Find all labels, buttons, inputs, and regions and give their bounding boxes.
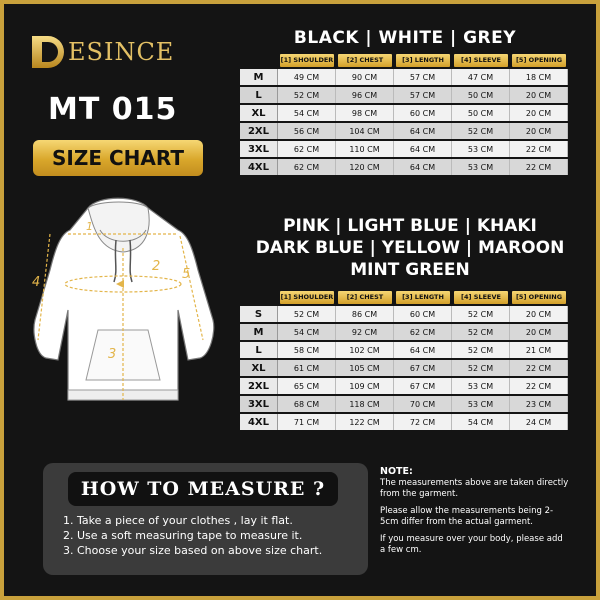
table-row [240,306,568,322]
table-cell: 52 CM [452,306,510,322]
header-length: [3] LENGTH [396,54,450,67]
table-cell: 67 CM [394,378,452,394]
table-cell: 61 CM [278,360,336,376]
table-cell: 20 CM [510,105,568,121]
size-label: M [240,324,278,340]
table-cell: 20 CM [510,87,568,103]
table-cell: 52 CM [452,342,510,358]
table-cell: 60 CM [394,105,452,121]
table-cell: 52 CM [278,306,336,322]
note-paragraph: If you measure over your body, please add a few cm. [380,534,563,555]
table-cell: 20 CM [510,123,568,139]
header-shoulder: [1] SHOULDER [280,54,334,67]
table-cell: 110 CM [336,141,394,157]
hoodie-label-2: 2 [152,259,161,274]
size-label: 2XL [240,123,278,139]
table-row [240,360,568,376]
table-row [240,159,568,175]
table-cell: 23 CM [510,396,568,412]
table-cell: 118 CM [336,396,394,412]
how-to-measure-steps [63,513,363,558]
measure-step: 1. Take a piece of your clothes , lay it flat. [63,514,293,527]
table-cell: 20 CM [510,324,568,340]
table-cell: 57 CM [394,69,452,85]
header-sleeve: [4] SLEEVE [454,291,508,304]
color-group-2-heading [240,215,580,281]
table-cell: 105 CM [336,360,394,376]
table-cell: 54 CM [278,324,336,340]
size-label: S [240,306,278,322]
header-chest: [2] CHEST [338,291,392,304]
brand-name: ESINCE [68,38,175,66]
brand-mark-icon [32,32,66,72]
table-row [240,141,568,157]
table-cell: 62 CM [394,324,452,340]
table-cell: 64 CM [394,342,452,358]
table-cell: 64 CM [394,141,452,157]
table-cell: 53 CM [452,141,510,157]
table-row [240,87,568,103]
size-label: 2XL [240,378,278,394]
table-cell: 65 CM [278,378,336,394]
table-row [240,324,568,340]
table-row [240,123,568,139]
table-cell: 58 CM [278,342,336,358]
table-row [240,414,568,430]
table-cell: 72 CM [394,414,452,430]
note-title: NOTE: [380,466,413,477]
brand-logo [32,30,202,74]
table-row [240,105,568,121]
table-cell: 122 CM [336,414,394,430]
size-label: XL [240,360,278,376]
note-paragraph: The measurements above are taken directly from the garment. [380,478,569,499]
table-cell: 52 CM [452,360,510,376]
table-cell: 53 CM [452,396,510,412]
size-table-1 [240,52,568,177]
table-cell: 98 CM [336,105,394,121]
hoodie-illustration [28,190,228,410]
header-chest: [2] CHEST [338,54,392,67]
table-cell: 102 CM [336,342,394,358]
hoodie-label-1: 1 [86,220,93,233]
table-cell: 22 CM [510,141,568,157]
size-label: 3XL [240,141,278,157]
size-label: XL [240,105,278,121]
table-cell: 47 CM [452,69,510,85]
table-cell: 62 CM [278,141,336,157]
header-opening: [5] OPENING [512,291,566,304]
table-cell: 62 CM [278,159,336,175]
table-cell: 52 CM [452,123,510,139]
table-cell: 71 CM [278,414,336,430]
table-cell: 53 CM [452,159,510,175]
table-cell: 22 CM [510,378,568,394]
table-row [240,378,568,394]
header-length: [3] LENGTH [396,291,450,304]
color-group-2-line-2: DARK BLUE | YELLOW | MAROON [255,238,565,258]
size-label: 4XL [240,414,278,430]
table-cell: 49 CM [278,69,336,85]
table-cell: 50 CM [452,105,510,121]
table-cell: 90 CM [336,69,394,85]
hoodie-label-4: 4 [32,275,41,290]
size-label: 3XL [240,396,278,412]
table-cell: 86 CM [336,306,394,322]
table-cell: 22 CM [510,360,568,376]
hoodie-label-5: 5 [182,267,191,282]
color-group-1-heading: BLACK | WHITE | GREY [293,28,517,48]
size-label: M [240,69,278,85]
table-cell: 120 CM [336,159,394,175]
table-cell: 24 CM [510,414,568,430]
table-cell: 50 CM [452,87,510,103]
table-cell: 68 CM [278,396,336,412]
table-cell: 54 CM [452,414,510,430]
table-cell: 64 CM [394,123,452,139]
how-to-measure-title: HOW TO MEASURE ? [68,472,338,506]
table-cell: 96 CM [336,87,394,103]
table-cell: 64 CM [394,159,452,175]
table-cell: 70 CM [394,396,452,412]
table-cell: 20 CM [510,306,568,322]
table-row [240,396,568,412]
table-cell: 52 CM [278,87,336,103]
size-label: 4XL [240,159,278,175]
table-row [240,69,568,85]
table-cell: 54 CM [278,105,336,121]
table-cell: 109 CM [336,378,394,394]
header-shoulder: [1] SHOULDER [280,291,334,304]
measure-step: 2. Use a soft measuring tape to measure it. [63,529,303,542]
header-sleeve: [4] SLEEVE [454,54,508,67]
measure-step: 3. Choose your size based on above size chart. [63,544,323,557]
size-table-2 [240,289,568,432]
table-cell: 56 CM [278,123,336,139]
note-paragraph: Please allow the measurements being 2-5cm differ from the actual garment. [380,506,554,527]
table-row [240,342,568,358]
size-label: L [240,87,278,103]
hoodie-label-3: 3 [108,347,117,362]
table-cell: 21 CM [510,342,568,358]
table-cell: 22 CM [510,159,568,175]
table-cell: 67 CM [394,360,452,376]
header-opening: [5] OPENING [512,54,566,67]
note-section [380,466,570,562]
color-group-2-line-3: MINT GREEN [350,260,470,280]
size-chart-badge: SIZE CHART [33,140,203,176]
table-cell: 92 CM [336,324,394,340]
table-cell: 18 CM [510,69,568,85]
table-cell: 52 CM [452,324,510,340]
table-cell: 60 CM [394,306,452,322]
table-cell: 53 CM [452,378,510,394]
model-number: MT 015 [48,92,178,127]
size-label: L [240,342,278,358]
table-cell: 104 CM [336,123,394,139]
color-group-2-line-1: PINK | LIGHT BLUE | KHAKI [283,216,537,236]
table-cell: 57 CM [394,87,452,103]
